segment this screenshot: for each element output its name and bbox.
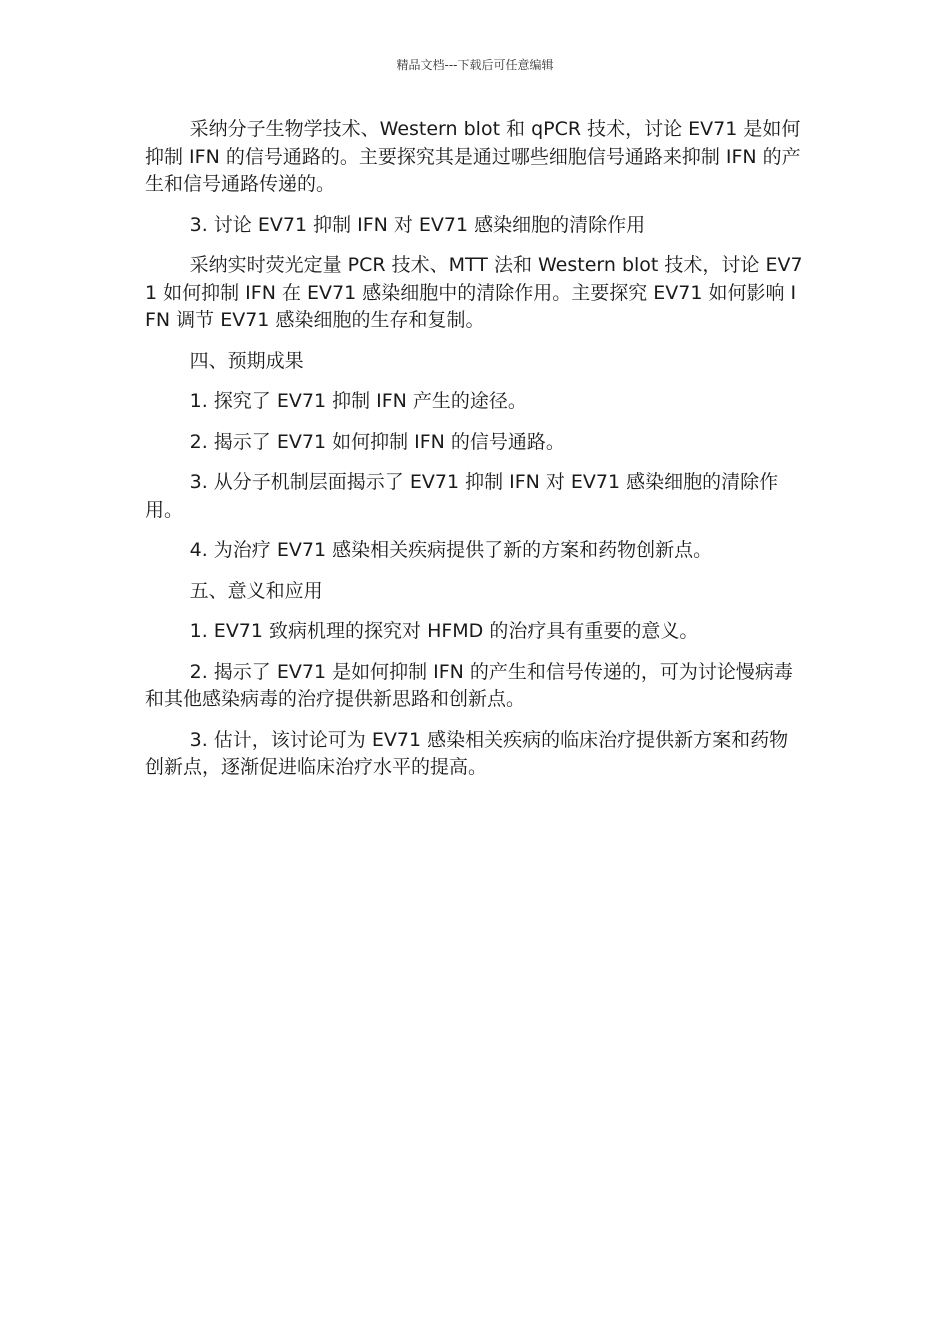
document-body <box>145 116 805 795</box>
paragraph-methods-signaling: 采纳分子生物学技术、Western blot 和 qPCR 技术，讨论 EV71 是如何抑制 IFN 的信号通路的。主要探究其是通过哪些细胞信号通路来抑制 IFN 的产生和信号通路传递的。 <box>145 118 801 195</box>
page-header: 精品文档---下载后可任意编辑 <box>396 58 554 72</box>
list-item-result-1: 1. 探究了 EV71 抑制 IFN 产生的途径。 <box>189 390 527 412</box>
list-item-result-3: 3. 从分子机制层面揭示了 EV71 抑制 IFN 对 EV71 感染细胞的清除作用。 <box>145 471 779 521</box>
section-heading-expected-results: 四、预期成果 <box>189 349 304 372</box>
list-item-result-4: 4. 为治疗 EV71 感染相关疾病提供了新的方案和药物创新点。 <box>189 539 713 561</box>
section-heading-significance: 五、意义和应用 <box>189 579 323 602</box>
list-item-significance-2: 2. 揭示了 EV71 是如何抑制 IFN 的产生和信号传递的，可为讨论慢病毒和其他感染病毒的治疗提供新思路和创新点。 <box>145 660 793 710</box>
list-item-result-2: 2. 揭示了 EV71 如何抑制 IFN 的信号通路。 <box>189 430 565 453</box>
list-item-significance-1: 1. EV71 致病机理的探究对 HFMD 的治疗具有重要的意义。 <box>189 620 699 642</box>
paragraph-item-3-clearance: 3. 讨论 EV71 抑制 IFN 对 EV71 感染细胞的清除作用 <box>189 213 646 236</box>
paragraph-methods-clearance: 采纳实时荧光定量 PCR 技术、MTT 法和 Western blot 技术，讨论 EV71 如何抑制 IFN 在 EV71 感染细胞中的清除作用。主要探究 EV71 如何影响 IFN 调节 EV71 感染细胞的生存和复制。 <box>145 254 803 331</box>
list-item-significance-3: 3. 估计，该讨论可为 EV71 感染相关疾病的临床治疗提供新方案和药物创新点，逐渐促进临床治疗水平的提高。 <box>145 728 789 778</box>
